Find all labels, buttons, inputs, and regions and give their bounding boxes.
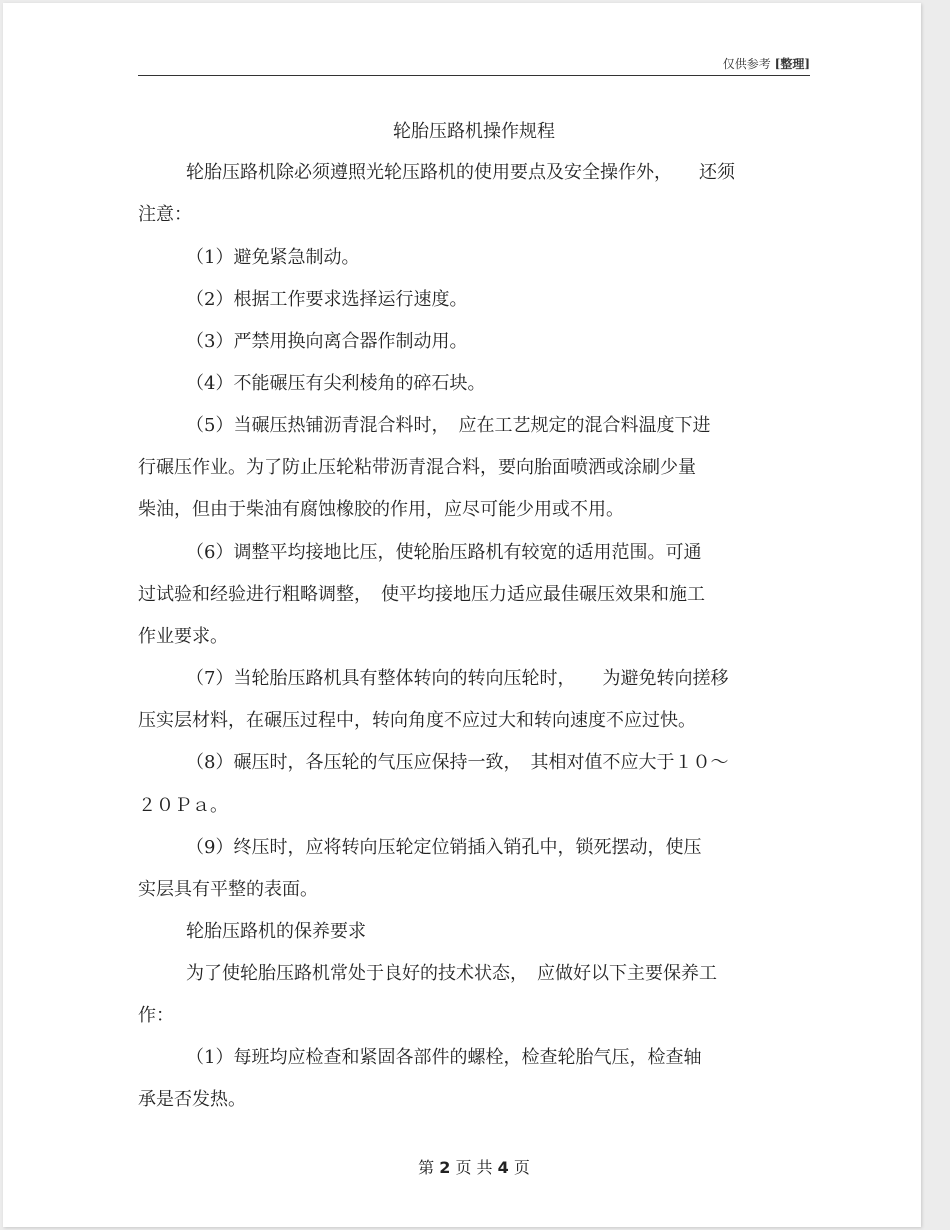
body-line: 轮胎压路机除必须遵照光轮压路机的使用要点及安全操作外， 还须: [186, 162, 735, 183]
body-line: 实层具有平整的表面。: [138, 879, 318, 900]
body-line: 压实层材料，在碾压过程中，转向角度不应过大和转向速度不应过快。: [138, 710, 696, 731]
footer-page-number: 2: [439, 1158, 451, 1177]
list-item: （5）当碾压热铺沥青混合料时， 应在工艺规定的混合料温度下进: [186, 415, 711, 436]
body-line: 为了使轮胎压路机常处于良好的技术状态， 应做好以下主要保养工: [186, 963, 717, 984]
body-line: ２０Ｐａ。: [138, 795, 228, 816]
list-item: （1）每班均应检查和紧固各部件的螺栓，检查轮胎气压，检查轴: [186, 1047, 702, 1068]
body-line: 注意：: [138, 204, 192, 225]
document-title: 轮胎压路机操作规程: [393, 121, 555, 142]
body-line: 作业要求。: [138, 626, 228, 647]
list-item: （7）当轮胎压路机具有整体转向的转向压轮时， 为避免转向搓移: [186, 668, 729, 689]
section-heading: 轮胎压路机的保养要求: [186, 921, 366, 942]
list-item: （4）不能碾压有尖利棱角的碎石块。: [186, 373, 486, 394]
document-page: [3, 3, 921, 1227]
body-line: 行碾压作业。为了防止压轮粘带沥青混合料，要向胎面喷洒或涂刷少量: [138, 457, 696, 478]
footer-suffix: 页: [513, 1158, 530, 1177]
body-line: 作：: [138, 1005, 174, 1026]
list-item: （2）根据工作要求选择运行速度。: [186, 289, 468, 310]
body-line: 承是否发热。: [138, 1089, 246, 1110]
body-line: 柴油，但由于柴油有腐蚀橡胶的作用，应尽可能少用或不用。: [138, 499, 624, 520]
header-divider: [138, 75, 810, 76]
list-item: （8）碾压时，各压轮的气压应保持一致， 其相对值不应大于１０～: [186, 752, 729, 773]
list-item: （3）严禁用换向离合器作制动用。: [186, 331, 468, 352]
footer-total-pages: 4: [497, 1158, 509, 1177]
body-line: 过试验和经验进行粗略调整， 使平均接地压力适应最佳碾压效果和施工: [138, 584, 705, 605]
footer-middle: 页 共: [455, 1158, 493, 1177]
list-item: （6）调整平均接地比压，使轮胎压路机有较宽的适用范围。可通: [186, 542, 702, 563]
header-tag: [整理]: [774, 57, 810, 71]
page-header: [138, 55, 810, 72]
list-item: （9）终压时，应将转向压轮定位销插入销孔中，锁死摆动，使压: [186, 837, 702, 858]
page-footer: [138, 1155, 810, 1178]
footer-prefix: 第: [418, 1158, 435, 1177]
header-text: 仅供参考: [722, 57, 771, 71]
list-item: （1）避免紧急制动。: [186, 247, 360, 268]
